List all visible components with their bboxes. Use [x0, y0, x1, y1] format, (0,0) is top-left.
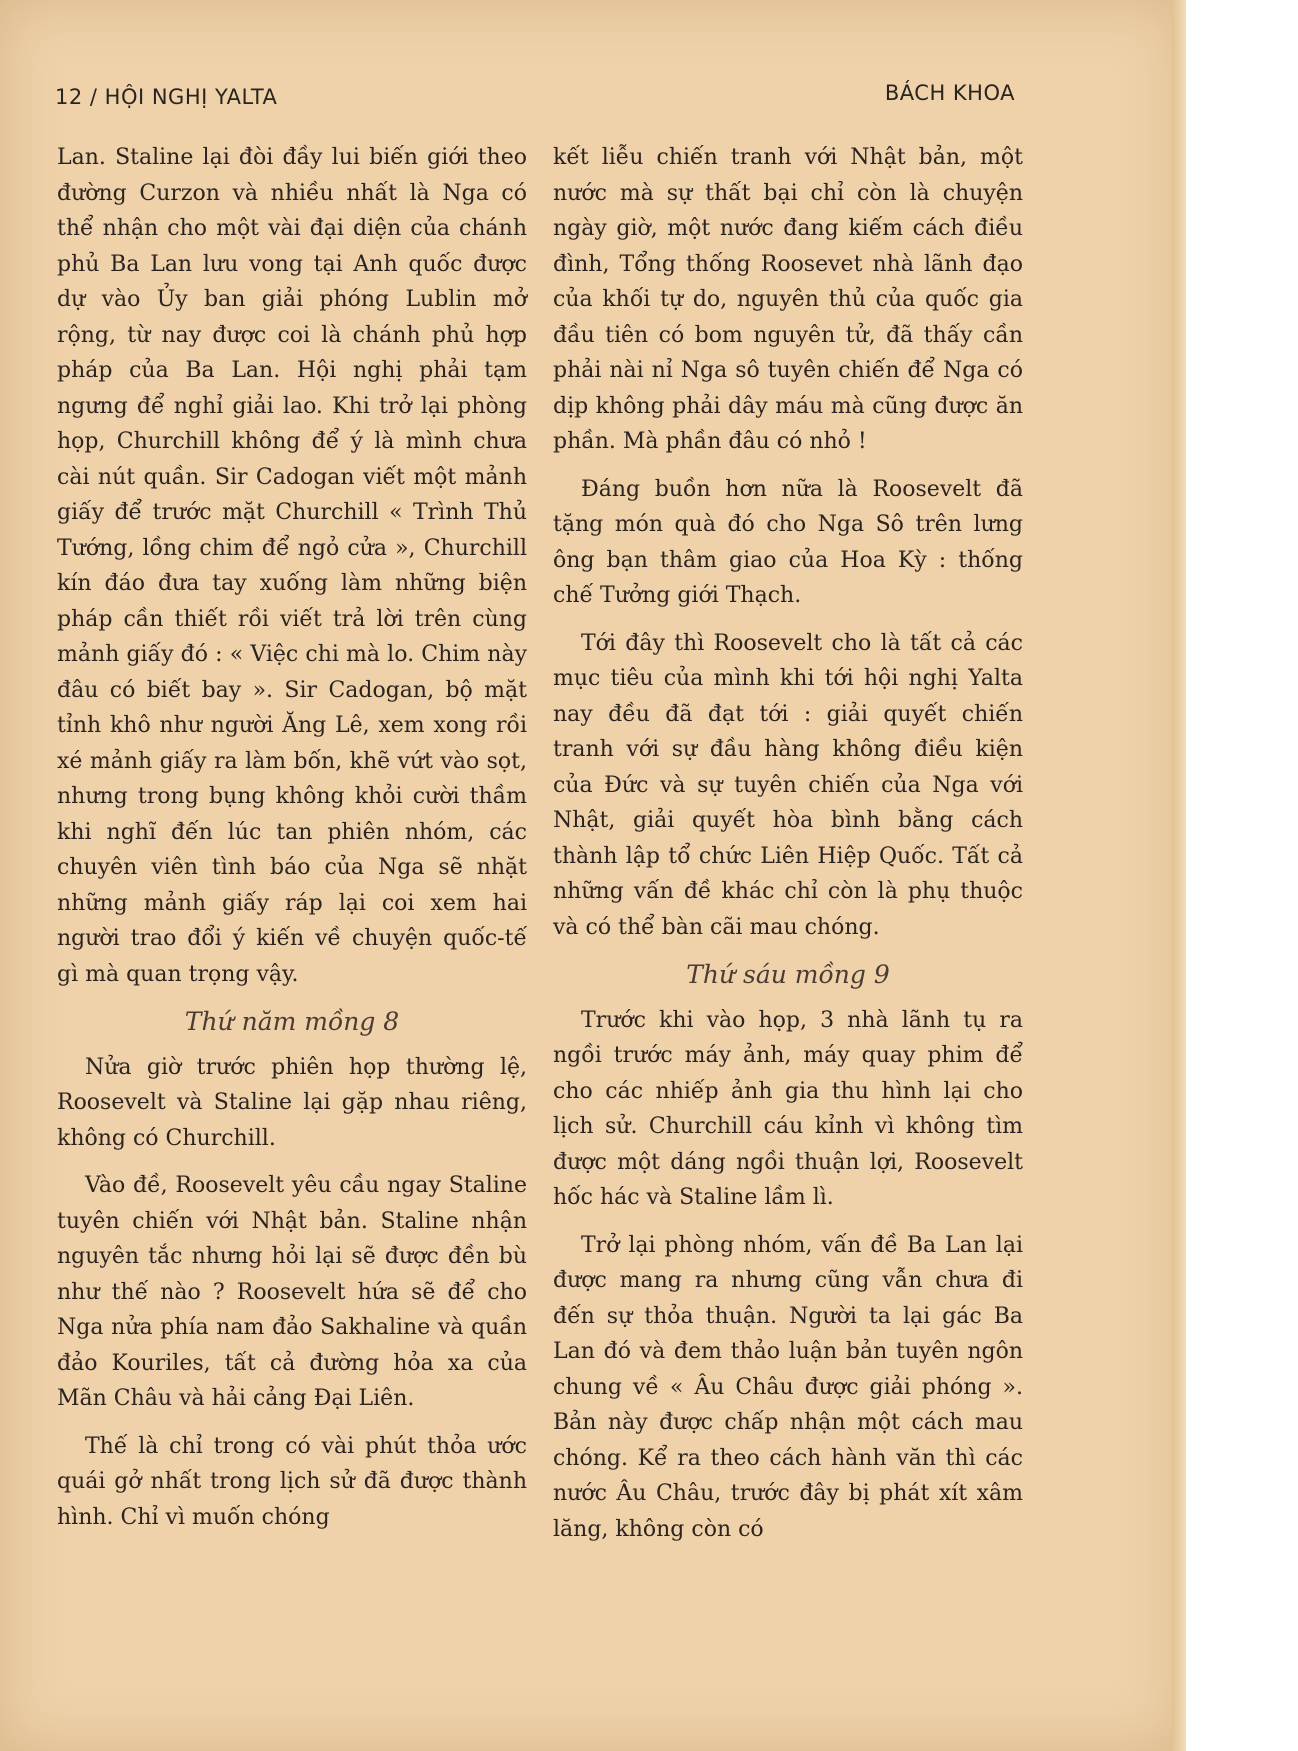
- running-head-left: 12 / HỘI NGHỊ YALTA: [55, 85, 278, 109]
- paragraph: Thế là chỉ trong có vài phút thỏa ước quái gở nhất trong lịch sử đã được thành hình. Chỉ vì muốn chóng: [57, 1433, 527, 1530]
- paragraph: Lan. Staline lại đòi đầy lui biến giới theo đường Curzon và nhiều nhất là Nga có thể nhận cho một vài đại diện của chánh phủ Ba Lan lưu vong tại Anh quốc được dự vào Ủy ban giải phóng Lublin mở rộng, từ nay được coi là chánh phủ hợp pháp của Ba Lan. Hội nghị phải tạm ngưng để nghỉ giải lao. Khi trở lại phòng họp, Churchill không để ý là mình chưa cài nút quần. Sir Cadogan viết một mảnh giấy để trước mặt Churchill « Trình Thủ Tướng, lồng chim để ngỏ cửa », Churchill kín đáo đưa tay xuống làm những biện pháp cần thiết rồi viết trả lời trên cùng mảnh giấy đó : « Việc chi mà lo. Chim này đâu có biết bay ». Sir Cadogan, bộ mặt tỉnh khô như người Ăng Lê, xem xong rồi xé mảnh giấy ra làm bốn, khẽ vứt vào sọt, nhưng trong bụng không khỏi cười thầm khi nghĩ đến lúc tan phiên nhóm, các chuyên viên tình báo của Nga sẽ nhặt những mảnh giấy ráp lại coi xem hai người trao đổi ý kiến về chuyện quốc-tế gì mà quan trọng vậy.: [57, 145, 527, 987]
- running-head-right: BÁCH KHOA: [884, 81, 1015, 105]
- paragraph: Vào đề, Roosevelt yêu cầu ngay Staline tuyên chiến với Nhật bản. Staline nhận nguyên tắc nhưng hỏi lại sẽ được đền bù như thế nào ? Roosevelt hứa sẽ để cho Nga nửa phía nam đảo Sakhaline và quần đảo Kouriles, tất cả đường hỏa xa của Mãn Châu và hải cảng Đại Liên.: [57, 1173, 527, 1411]
- paragraph: kết liễu chiến tranh với Nhật bản, một nước mà sự thất bại chỉ còn là chuyện ngày giờ, một nước đang kiếm cách điều đình, Tổng thống Roosevet nhà lãnh đạo của khối tự do, nguyên thủ của quốc gia đầu tiên có bom nguyên tử, đã thấy cần phải nài nỉ Nga sô tuyên chiến để Nga có dịp không phải dây máu mà cũng được ăn phần. Mà phần đâu có nhỏ !: [553, 145, 1023, 454]
- right-column: [553, 140, 1023, 1559]
- paragraph: Tới đây thì Roosevelt cho là tất cả các mục tiêu của mình khi tới hội nghị Yalta nay đều đã đạt tới : giải quyết chiến tranh với sự đầu hàng không điều kiện của Đức và sự tuyên chiến của Nga với Nhật, giải quyết hòa bình bằng cách thành lập tổ chức Liên Hiệp Quốc. Tất cả những vấn đề khác chỉ còn là phụ thuộc và có thể bàn cãi mau chóng.: [553, 630, 1023, 940]
- page-header: [55, 81, 1015, 119]
- page-edge: [1172, 0, 1186, 1751]
- paragraph: Trước khi vào họp, 3 nhà lãnh tụ ra ngồi trước máy ảnh, máy quay phim để cho các nhiếp ảnh gia thu hình lại cho lịch sử. Churchill cáu kỉnh vì không tìm được một dáng ngồi thuận lợi, Roosevelt hốc hác và Staline lầm lì.: [553, 1007, 1023, 1210]
- paragraph: Đáng buồn hơn nữa là Roosevelt đã tặng món quà đó cho Nga Sô trên lưng ông bạn thâm giao của Hoa Kỳ : thống chế Tưởng giới Thạch.: [553, 476, 1023, 608]
- left-column: [57, 140, 527, 1547]
- paragraph: Trở lại phòng nhóm, vấn đề Ba Lan lại được mang ra nhưng cũng vẫn chưa đi đến sự thỏa thuận. Người ta lại gác Ba Lan đó và đem thảo luận bản tuyên ngôn chung về « Âu Châu được giải phóng ». Bản này được chấp nhận một cách mau chóng. Kể ra theo cách hành văn thì các nước Âu Châu, trước đây bị phát xít xâm lăng, không còn có: [553, 1232, 1023, 1542]
- section-heading: Thứ năm mồng 8: [184, 1007, 400, 1036]
- section-heading: Thứ sáu mồng 9: [686, 960, 890, 989]
- paragraph: Nửa giờ trước phiên họp thường lệ, Roosevelt và Staline lại gặp nhau riêng, không có Churchill.: [57, 1054, 527, 1151]
